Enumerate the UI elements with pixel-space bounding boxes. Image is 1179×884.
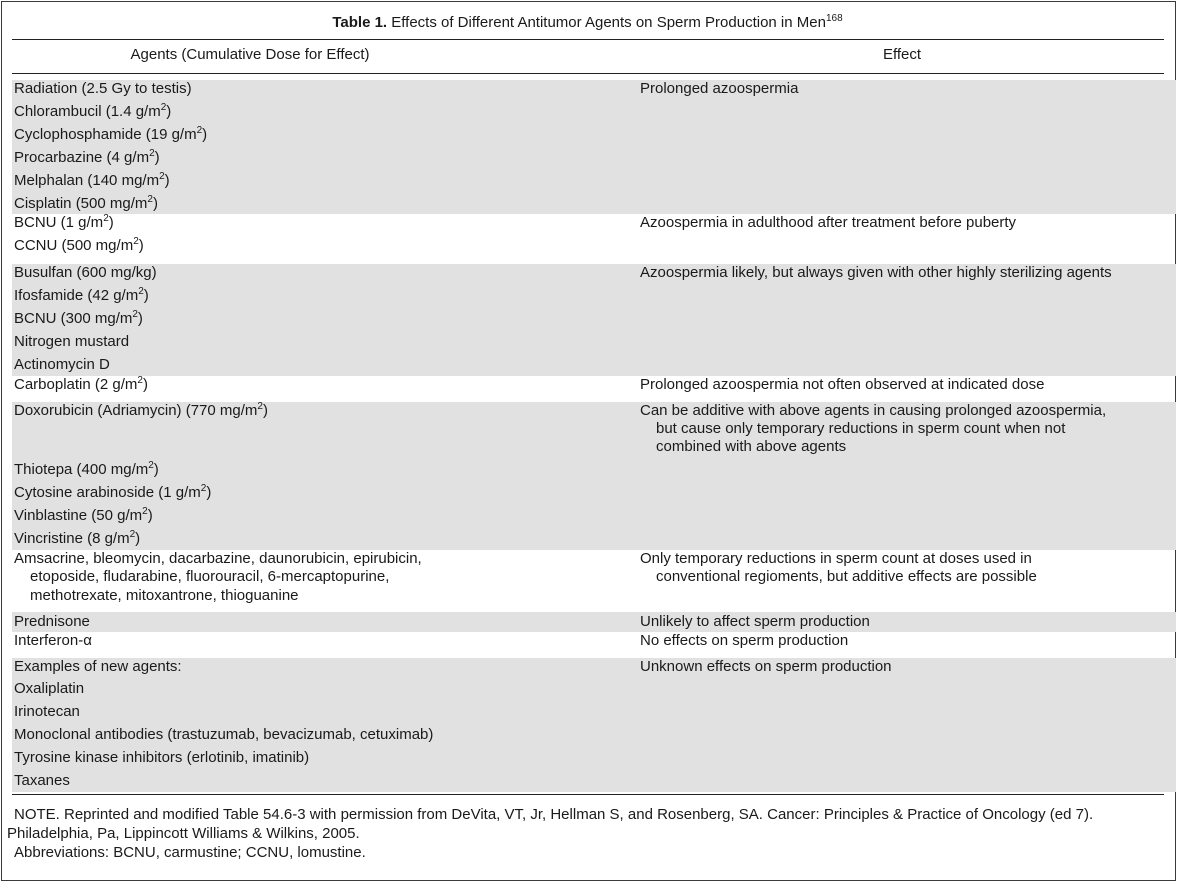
agent-text: Oxaliplatin bbox=[14, 680, 85, 697]
agent-text: Doxorubicin (Adriamycin) (770 mg/m bbox=[14, 402, 258, 419]
agent-text: Cisplatin (500 mg/m bbox=[14, 195, 148, 212]
table-row bbox=[12, 80, 1176, 214]
agent-cell bbox=[14, 402, 268, 420]
table-row bbox=[12, 376, 1176, 402]
agent-text: Monoclonal antibodies (trastuzumab, bevacizumab, cetuximab) bbox=[14, 726, 434, 743]
table-caption: Effects of Different Antitumor Agents on Sperm Production in Men bbox=[387, 14, 826, 31]
agent-text-suffix: ) bbox=[138, 237, 144, 254]
agent-cell bbox=[14, 80, 192, 98]
unit-superscript: 2 bbox=[132, 309, 138, 320]
table-row bbox=[12, 658, 1176, 792]
unit-superscript: 2 bbox=[149, 148, 155, 159]
column-header-effect: Effect bbox=[882, 46, 922, 63]
unit-superscript: 2 bbox=[196, 125, 203, 136]
unit-superscript: 2 bbox=[160, 102, 167, 113]
agent-text: Cyclophosphamide (19 g/m bbox=[14, 126, 197, 143]
unit-superscript: 2 bbox=[159, 171, 165, 182]
agent-cell bbox=[14, 126, 207, 144]
agent-text: Actinomycin D bbox=[14, 356, 110, 373]
agent-text: BCNU (1 g/m bbox=[14, 214, 104, 231]
unit-superscript: 2 bbox=[137, 375, 143, 386]
agent-cell bbox=[14, 356, 110, 374]
agent-text-suffix: ) bbox=[152, 195, 158, 212]
agent-text: methotrexate, mitoxantrone, thioguanine bbox=[30, 587, 299, 604]
agent-cell bbox=[14, 550, 422, 568]
agent-text: Busulfan (600 mg/kg) bbox=[14, 264, 157, 281]
effect-cell: Prolonged azoospermia not often observed at indicated dose bbox=[640, 376, 1045, 393]
footnote-line-2: Philadelphia, Pa, Lippincott Williams & Wilkins, 2005. bbox=[7, 825, 360, 842]
agent-text: Carboplatin (2 g/m bbox=[14, 376, 138, 393]
agent-text: Prednisone bbox=[14, 613, 90, 630]
footnote-line-1: NOTE. Reprinted and modified Table 54.6-3 with permission from DeVita, VT, Jr, Hellman S, and Rosenberg, SA. Cancer: Principles & Practice of Oncology (ed 7). bbox=[14, 806, 1094, 823]
agent-cell bbox=[14, 333, 129, 351]
agent-text: etoposide, fludarabine, fluorouracil, 6-mercaptopurine, bbox=[30, 568, 390, 585]
agent-cell bbox=[14, 376, 148, 394]
agent-text-suffix: ) bbox=[147, 507, 153, 524]
agent-text: CCNU (500 mg/m bbox=[14, 237, 134, 254]
table-row bbox=[12, 612, 1176, 632]
effect-cell: conventional regioments, but additive effects are possible bbox=[656, 568, 1037, 585]
effect-cell: Azoospermia likely, but always given with other highly sterilizing agents bbox=[640, 264, 1112, 281]
table-row bbox=[12, 632, 1176, 658]
unit-superscript: 2 bbox=[148, 460, 154, 471]
agent-text: BCNU (300 mg/m bbox=[14, 310, 133, 327]
agent-text: Examples of new agents: bbox=[14, 658, 182, 675]
agent-cell bbox=[30, 587, 299, 605]
effect-cell: Azoospermia in adulthood after treatment before puberty bbox=[640, 214, 1017, 231]
agent-text: Vinblastine (50 g/m bbox=[14, 507, 143, 524]
unit-superscript: 2 bbox=[138, 286, 144, 297]
table-row bbox=[12, 264, 1176, 376]
agent-cell bbox=[30, 568, 389, 586]
effect-cell: Unlikely to affect sperm production bbox=[640, 613, 870, 630]
agent-cell bbox=[14, 772, 70, 790]
agent-text: Nitrogen mustard bbox=[14, 333, 130, 350]
agent-text: Tyrosine kinase inhibitors (erlotinib, imatinib) bbox=[14, 749, 310, 766]
agent-text-suffix: ) bbox=[143, 287, 149, 304]
table-title bbox=[0, 13, 1175, 31]
table-number: Table 1. bbox=[332, 14, 388, 31]
agent-cell bbox=[14, 530, 140, 548]
effect-cell: combined with above agents bbox=[656, 438, 847, 455]
effect-cell: Only temporary reductions in sperm count at doses used in bbox=[640, 550, 1032, 567]
agent-text-suffix: ) bbox=[154, 149, 160, 166]
agent-cell bbox=[14, 214, 114, 232]
agent-cell bbox=[14, 172, 170, 190]
table-row bbox=[12, 214, 1176, 264]
agent-text: Melphalan (140 mg/m bbox=[14, 172, 160, 189]
header-rule bbox=[12, 73, 1164, 74]
unit-superscript: 2 bbox=[257, 401, 263, 412]
effect-cell: Prolonged azoospermia bbox=[640, 80, 799, 97]
agent-text: Cytosine arabinoside (1 g/m bbox=[14, 484, 201, 501]
unit-superscript: 2 bbox=[103, 213, 109, 224]
unit-superscript: 2 bbox=[142, 506, 148, 517]
agent-text-suffix: ) bbox=[142, 376, 148, 393]
agent-text-suffix: ) bbox=[153, 461, 159, 478]
agent-text: Ifosfamide (42 g/m bbox=[14, 287, 139, 304]
agent-text-suffix: ) bbox=[206, 484, 212, 501]
agent-text-suffix: ) bbox=[164, 172, 170, 189]
agent-cell bbox=[14, 195, 158, 213]
reference-superscript: 168 bbox=[825, 13, 843, 24]
agent-text: Chlorambucil (1.4 g/m bbox=[14, 103, 161, 120]
footnote-abbreviations: Abbreviations: BCNU, carmustine; CCNU, lomustine. bbox=[14, 844, 366, 861]
agent-text-suffix: ) bbox=[137, 310, 143, 327]
effect-cell: Unknown effects on sperm production bbox=[640, 658, 892, 675]
unit-superscript: 2 bbox=[133, 236, 139, 247]
agent-cell bbox=[14, 149, 160, 167]
agent-text: Thiotepa (400 mg/m bbox=[14, 461, 149, 478]
agent-text: Irinotecan bbox=[14, 703, 80, 720]
agent-cell bbox=[14, 461, 159, 479]
table-row bbox=[12, 402, 1176, 550]
effect-cell: No effects on sperm production bbox=[640, 632, 849, 649]
agent-text: Amsacrine, bleomycin, dacarbazine, daunorubicin, epirubicin, bbox=[14, 550, 422, 567]
agent-cell bbox=[14, 264, 157, 282]
agent-cell bbox=[14, 237, 144, 255]
agent-text: Radiation (2.5 Gy to testis) bbox=[14, 80, 192, 97]
agent-text-suffix: ) bbox=[166, 103, 172, 120]
agent-cell bbox=[14, 484, 211, 502]
effect-cell: but cause only temporary reductions in sperm count when not bbox=[656, 420, 1066, 437]
top-rule bbox=[12, 39, 1164, 40]
agent-cell bbox=[14, 726, 433, 744]
agent-cell bbox=[14, 103, 171, 121]
agent-cell bbox=[14, 658, 182, 676]
unit-superscript: 2 bbox=[129, 529, 136, 540]
agent-cell bbox=[14, 680, 84, 698]
agent-text-suffix: ) bbox=[262, 402, 268, 419]
agent-cell bbox=[14, 749, 309, 767]
unit-superscript: 2 bbox=[147, 194, 153, 205]
agent-cell bbox=[14, 310, 143, 328]
agent-text: Taxanes bbox=[14, 772, 70, 789]
table-row bbox=[12, 550, 1176, 612]
agent-text: Procarbazine (4 g/m bbox=[14, 149, 150, 166]
agent-text-suffix: ) bbox=[202, 126, 208, 143]
agent-cell bbox=[14, 287, 149, 305]
agent-cell bbox=[14, 507, 153, 525]
column-header-agents: Agents (Cumulative Dose for Effect) bbox=[130, 46, 370, 63]
agent-text: Vincristine (8 g/m bbox=[14, 530, 130, 547]
agent-text: Interferon-α bbox=[14, 632, 92, 649]
agent-cell bbox=[14, 613, 90, 631]
agent-text-suffix: ) bbox=[135, 530, 141, 547]
agent-cell bbox=[14, 632, 92, 650]
agent-text-suffix: ) bbox=[108, 214, 114, 231]
bottom-rule bbox=[12, 794, 1164, 795]
effect-cell: Can be additive with above agents in causing prolonged azoospermia, bbox=[640, 402, 1107, 419]
agent-cell bbox=[14, 703, 80, 721]
unit-superscript: 2 bbox=[200, 483, 207, 494]
